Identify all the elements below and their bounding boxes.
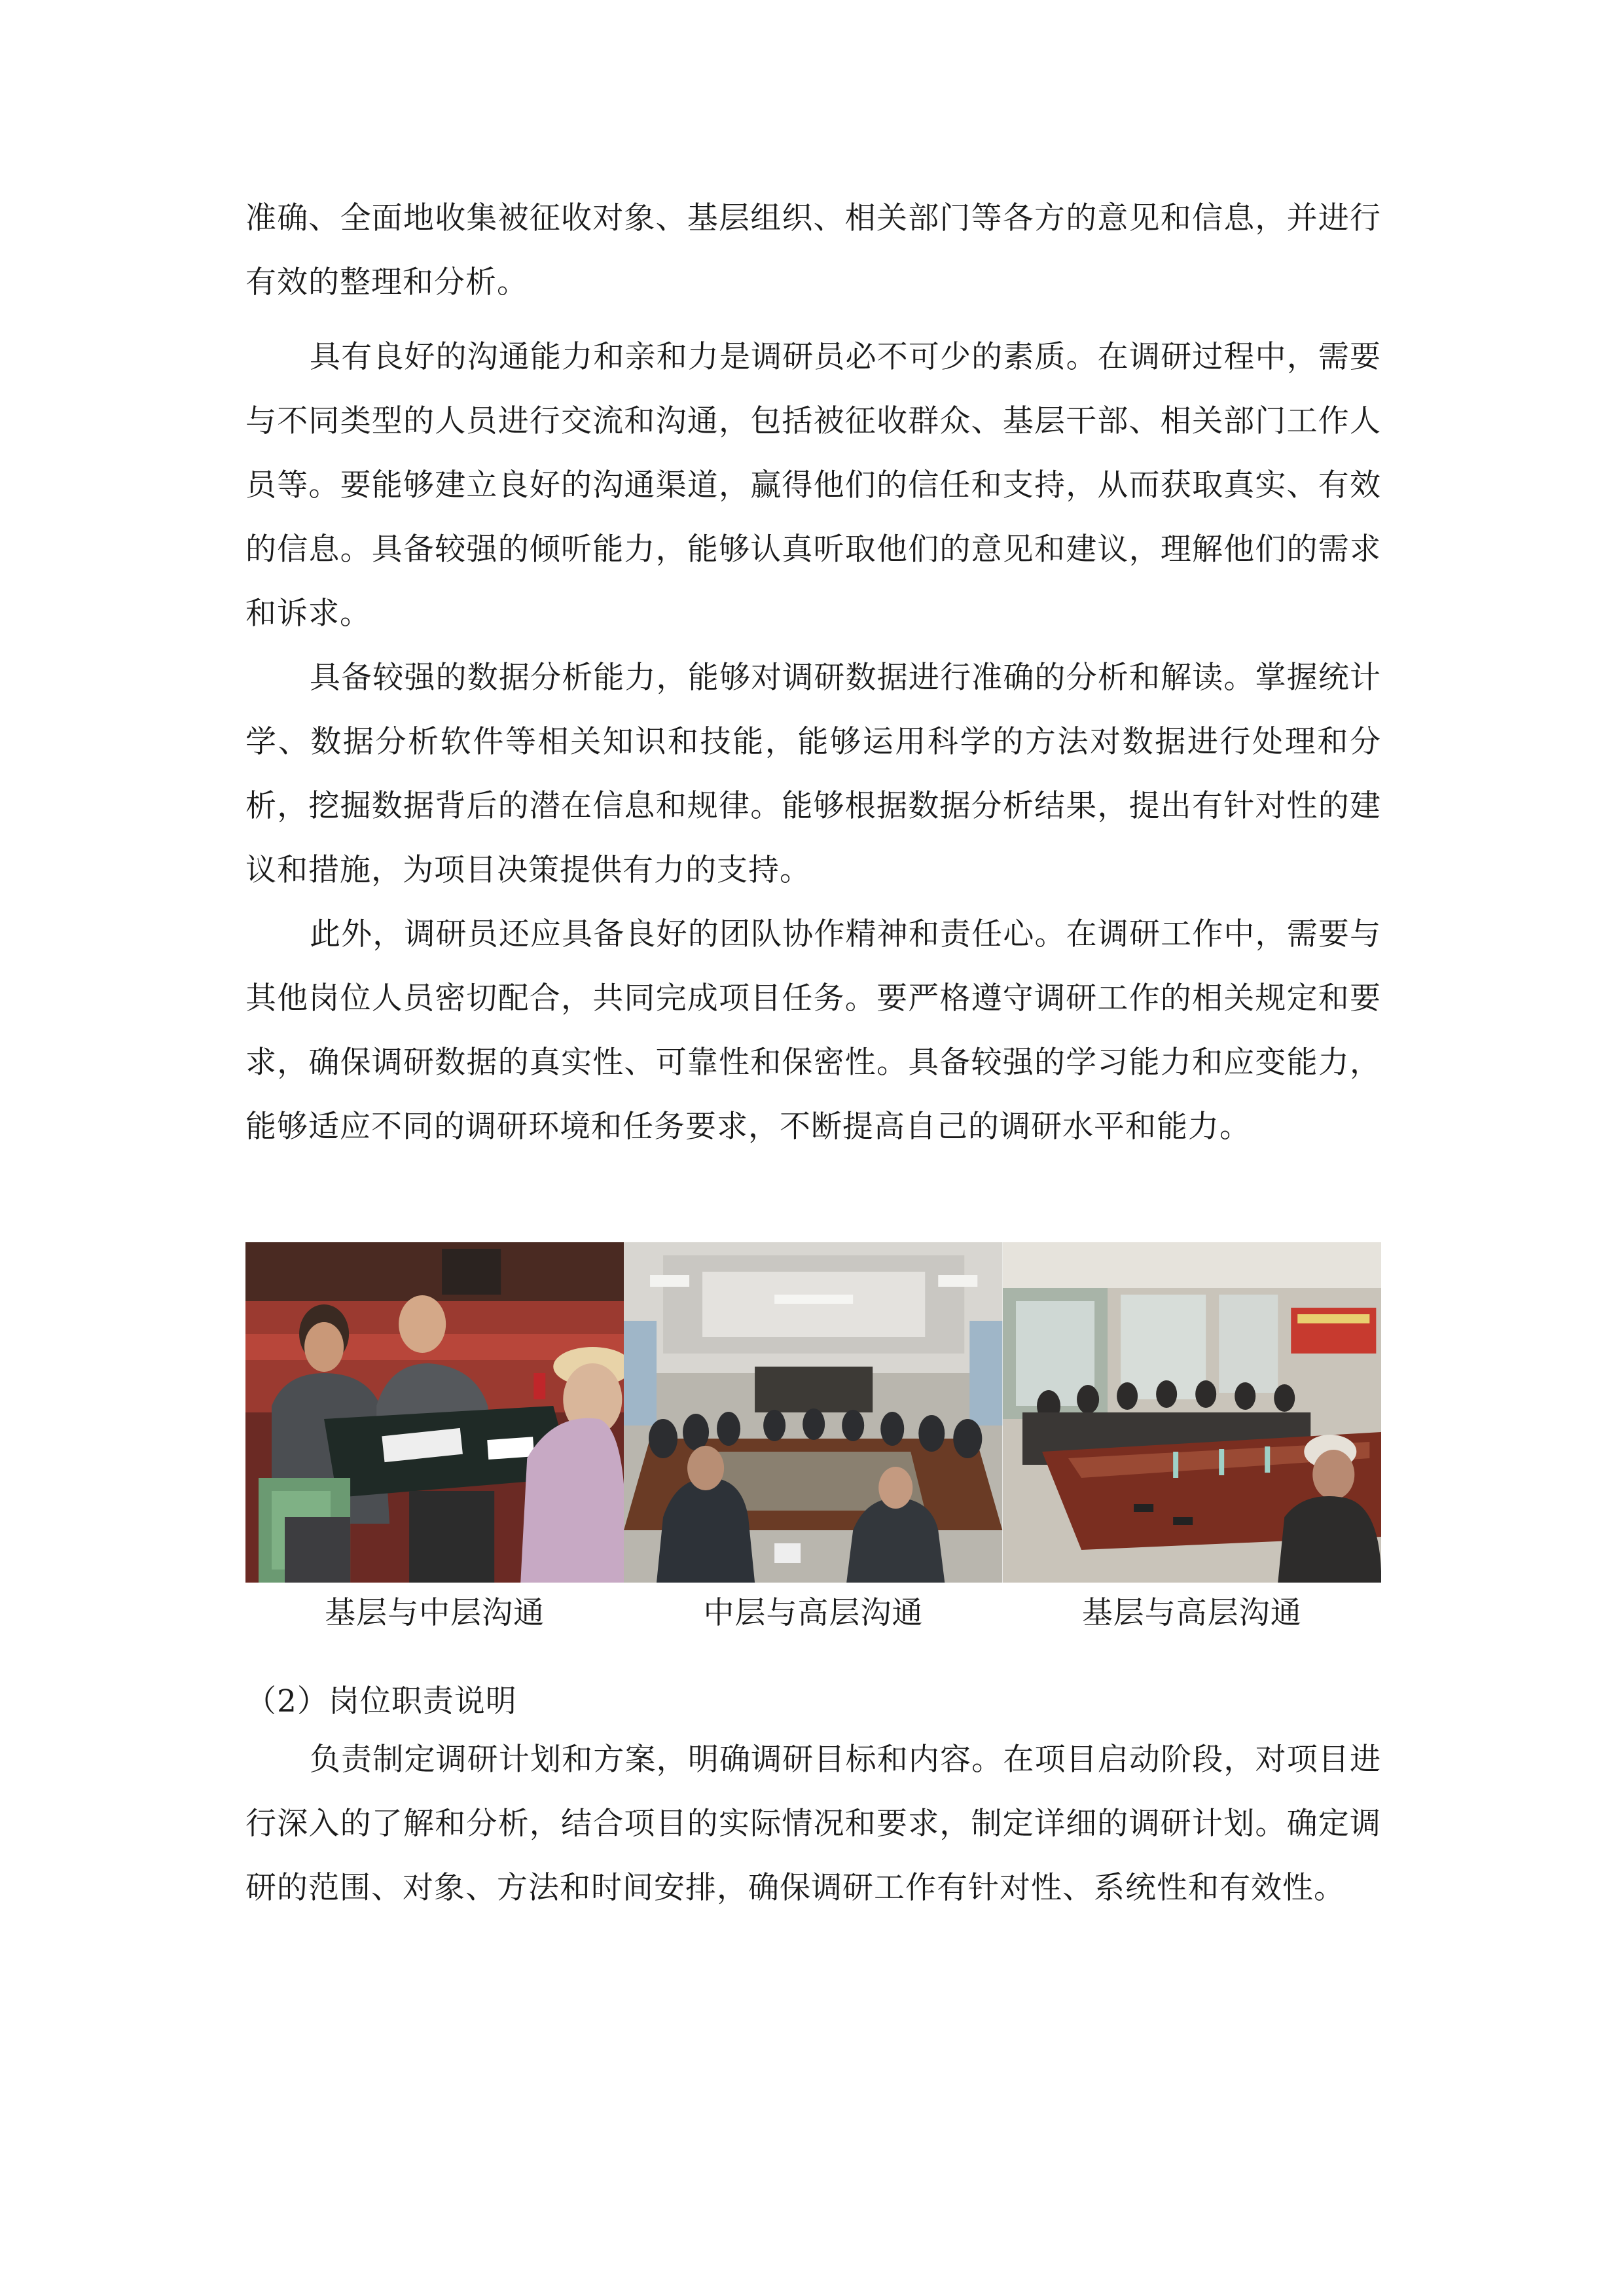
paragraph-communication-skills: 具有良好的沟通能力和亲和力是调研员必不可少的素质。在调研过程中，需要与不同类型的人员进行交流和沟通，包括被征收群众、基层干部、相关部门工作人员等。要能够建立良好的沟通渠道，赢得他们的信任和支持，从而获取真实、有效的信息。具备较强的倾听能力，能够认真听取他们的意见和建议，理解他们的需求和诉求。 xyxy=(245,339,1381,632)
paragraph-continuation: 准确、全面地收集被征收对象、基层组织、相关部门等各方的意见和信息，并进行有效的整理和分析。 xyxy=(245,200,1381,300)
paragraph-data-analysis: 具备较强的数据分析能力，能够对调研数据进行准确的分析和解读。掌握统计学、数据分析软件等相关知识和技能，能够运用科学的方法对数据进行处理和分析，挖掘数据背后的潜在信息和规律。能够根据数据分析结果，提出有针对性的建议和措施，为项目决策提供有力的支持。 xyxy=(245,660,1381,888)
photo-middle-senior xyxy=(624,1242,1002,1583)
photo-grassroots-senior xyxy=(1003,1242,1381,1583)
photo-captions xyxy=(245,1584,1381,1643)
photo-row xyxy=(245,1242,1381,1583)
paragraph-teamwork: 此外，调研员还应具备良好的团队协作精神和责任心。在调研工作中，需要与其他岗位人员密切配合，共同完成项目任务。要严格遵守调研工作的相关规定和要求，确保调研数据的真实性、可靠性和保密性。具备较强的学习能力和应变能力，能够适应不同的调研环境和任务要求，不断提高自己的调研水平和能力。 xyxy=(245,916,1381,1145)
caption-grassroots-senior: 基层与高层沟通 xyxy=(1081,1595,1302,1631)
caption-grassroots-middle: 基层与中层沟通 xyxy=(325,1595,545,1631)
caption-middle-senior: 中层与高层沟通 xyxy=(703,1595,924,1631)
photo-grassroots-middle xyxy=(245,1242,624,1583)
section-heading: （2）岗位职责说明 xyxy=(245,1683,517,1719)
paragraph-responsibilities: 负责制定调研计划和方案，明确调研目标和内容。在项目启动阶段，对项目进行深入的了解和分析，结合项目的实际情况和要求，制定详细的调研计划。确定调研的范围、对象、方法和时间安排，确保调研工作有针对性、系统性和有效性。 xyxy=(245,1742,1381,1906)
